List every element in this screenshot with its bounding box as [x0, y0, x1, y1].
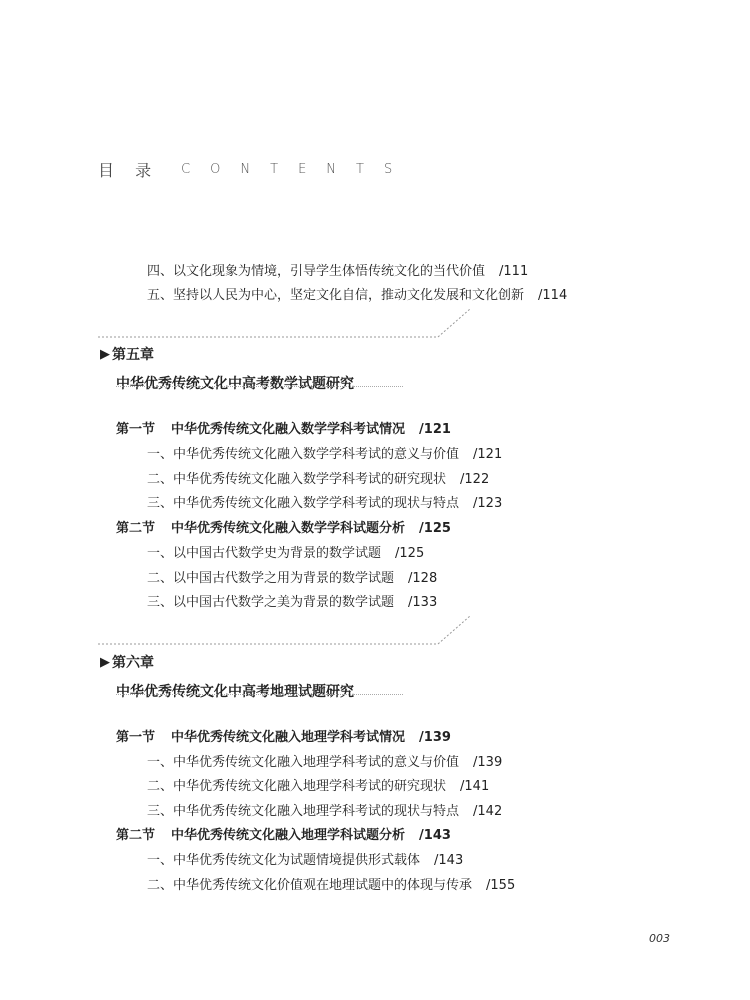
chapter-label: 第六章	[112, 655, 154, 671]
toc-item-text: 一、以中国古代数学史为背景的数学试题	[147, 546, 382, 561]
toc-item[interactable]	[147, 284, 567, 303]
toc-item-page: /125	[395, 546, 425, 561]
toc-item-text: 三、以中国古代数学之美为背景的数学试题	[147, 595, 395, 610]
toc-section[interactable]	[116, 824, 451, 843]
toc-item[interactable]	[147, 751, 502, 770]
toc-item-text: 四、以文化现象为情境，引导学生体悟传统文化的当代价值	[147, 264, 486, 279]
section-label: 第二节	[116, 521, 156, 536]
toc-item[interactable]	[147, 443, 502, 462]
toc-section[interactable]	[116, 517, 451, 536]
toc-item-page: /128	[408, 571, 438, 586]
section-label: 第一节	[116, 730, 156, 745]
toc-item-text: 三、中华优秀传统文化融入数学学科考试的现状与特点	[147, 496, 460, 511]
chapter-divider	[98, 615, 472, 645]
section-page: /139	[419, 730, 451, 745]
toc-item-text: 一、中华优秀传统文化融入地理学科考试的意义与价值	[147, 755, 460, 770]
page-number: 003	[649, 932, 670, 945]
toc-item[interactable]	[147, 775, 489, 794]
chapter-title[interactable]: 中华优秀传统文化中高考地理试题研究	[116, 684, 354, 700]
toc-item-page: /141	[460, 779, 490, 794]
section-title: 中华优秀传统文化融入数学学科试题分析	[171, 521, 406, 536]
chapter-title-underline	[116, 386, 403, 388]
toc-item[interactable]	[147, 468, 489, 487]
toc-item-page: /142	[473, 804, 503, 819]
chapter-divider	[98, 308, 472, 338]
section-label: 第二节	[116, 828, 156, 843]
toc-item-text: 二、中华优秀传统文化融入数学学科考试的研究现状	[147, 472, 447, 487]
section-title: 中华优秀传统文化融入数学学科考试情况	[171, 422, 406, 437]
toc-item-text: 一、中华优秀传统文化融入数学学科考试的意义与价值	[147, 447, 460, 462]
toc-item-page: /139	[473, 755, 503, 770]
chapter-title[interactable]: 中华优秀传统文化中高考数学试题研究	[116, 376, 354, 392]
toc-item[interactable]	[147, 492, 502, 511]
chapter-label: 第五章	[112, 347, 154, 363]
toc-item-page: /133	[408, 595, 438, 610]
toc-item[interactable]	[147, 874, 515, 893]
triangle-icon: ▶	[100, 346, 110, 362]
toc-item[interactable]	[147, 800, 502, 819]
toc-item-text: 三、中华优秀传统文化融入地理学科考试的现状与特点	[147, 804, 460, 819]
section-page: /121	[419, 422, 451, 437]
toc-heading-chinese: 目 录	[98, 161, 160, 180]
toc-item[interactable]	[147, 542, 424, 561]
chapter-title-underline	[116, 694, 403, 696]
toc-item-text: 一、中华优秀传统文化为试题情境提供形式载体	[147, 853, 421, 868]
section-title: 中华优秀传统文化融入地理学科试题分析	[171, 828, 406, 843]
toc-section[interactable]	[116, 418, 451, 437]
toc-item-page: /114	[538, 288, 568, 303]
toc-item[interactable]	[147, 567, 437, 586]
toc-header	[98, 158, 412, 181]
section-label: 第一节	[116, 422, 156, 437]
toc-item-page: /123	[473, 496, 503, 511]
triangle-icon: ▶	[100, 654, 110, 670]
section-page: /125	[419, 521, 451, 536]
toc-item-page: /155	[486, 878, 516, 893]
toc-item-text: 二、中华优秀传统文化融入地理学科考试的研究现状	[147, 779, 447, 794]
section-title: 中华优秀传统文化融入地理学科考试情况	[171, 730, 406, 745]
toc-item[interactable]	[147, 260, 528, 279]
section-page: /143	[419, 828, 451, 843]
toc-item-page: /121	[473, 447, 503, 462]
toc-item-page: /143	[434, 853, 464, 868]
toc-section[interactable]	[116, 726, 451, 745]
toc-item[interactable]	[147, 591, 437, 610]
toc-item[interactable]	[147, 849, 463, 868]
toc-item-text: 二、以中国古代数学之用为背景的数学试题	[147, 571, 395, 586]
toc-item-text: 二、中华优秀传统文化价值观在地理试题中的体现与传承	[147, 878, 473, 893]
toc-heading-english: CONTENTS	[181, 162, 413, 177]
toc-item-text: 五、坚持以人民为中心，坚定文化自信，推动文化发展和文化创新	[147, 288, 525, 303]
toc-item-page: /111	[499, 264, 529, 279]
toc-item-page: /122	[460, 472, 490, 487]
